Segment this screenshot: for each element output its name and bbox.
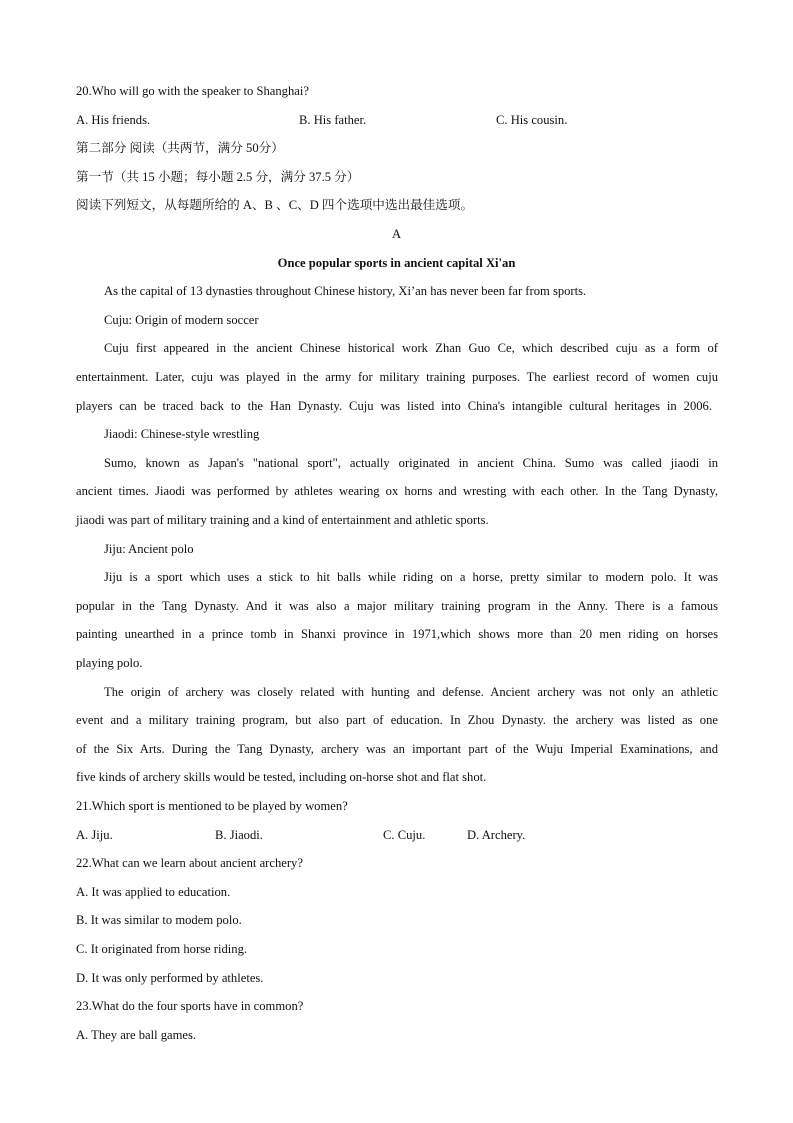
section-one-heading: 第一节（共 15 小题；每小题 2.5 分，满分 37.5 分） xyxy=(76,170,360,184)
archery-paragraph-line: five kinds of archery skills would be tested, including on-horse shot and flat shot. xyxy=(76,770,487,784)
jiju-paragraph-line: painting unearthed in a prince tomb in Shanxi province in 1971,which shows more than 20 men riding on horses xyxy=(76,627,718,641)
cuju-paragraph-line: players can be traced back to the Han Dynasty. Cuju was listed into China's intangible cultural heritages in 2006. xyxy=(76,399,712,413)
passage-label: A xyxy=(391,227,402,241)
jiju-paragraph-line: popular in the Tang Dynasty. And it was also a major military training program in the Anny. There is a famous xyxy=(76,599,718,613)
cuju-paragraph-line: entertainment. Later, cuju was played in the army for military training purposes. The earliest record of women cuju xyxy=(76,370,718,384)
cuju-paragraph-line: Cuju first appeared in the ancient Chinese historical work Zhan Guo Ce, which described cuju as a form of xyxy=(104,341,718,355)
jiaodi-heading: Jiaodi: Chinese-style wrestling xyxy=(104,427,260,441)
q22-option-c: C. It originated from horse riding. xyxy=(76,942,248,956)
q21-option-c: C. Cuju. xyxy=(383,828,426,842)
jiaodi-paragraph-line: Sumo, known as Japan's "national sport", actually originated in ancient China. Sumo was called jiaodi in xyxy=(104,456,718,470)
q22-option-a: A. It was applied to education. xyxy=(76,885,231,899)
question-21-stem: 21.Which sport is mentioned to be played by women? xyxy=(76,799,348,813)
jiju-heading: Jiju: Ancient polo xyxy=(104,542,194,556)
q22-option-d: D. It was only performed by athletes. xyxy=(76,971,264,985)
q23-option-a: A. They are ball games. xyxy=(76,1028,197,1042)
question-22-stem: 22.What can we learn about ancient archery? xyxy=(76,856,303,870)
passage-intro: As the capital of 13 dynasties throughout Chinese history, Xi’an has never been far from sports. xyxy=(104,284,587,298)
q21-option-a: A. Jiju. xyxy=(76,828,113,842)
jiju-paragraph-line: Jiju is a sport which uses a stick to hit balls while riding on a horse, pretty similar to modern polo. It was xyxy=(104,570,718,584)
q20-option-c: C. His cousin. xyxy=(496,113,568,127)
question-23-stem: 23.What do the four sports have in common? xyxy=(76,999,304,1013)
q22-option-b: B. It was similar to modem polo. xyxy=(76,913,242,927)
archery-paragraph-line: of the Six Arts. During the Tang Dynasty, archery was an important part of the Wuju Imperial Examinations, and xyxy=(76,742,718,756)
archery-paragraph-line: The origin of archery was closely related with hunting and defense. Ancient archery was not only an athletic xyxy=(104,685,718,699)
q21-option-d: D. Archery. xyxy=(467,828,526,842)
q21-option-b: B. Jiaodi. xyxy=(215,828,263,842)
q20-option-a: A. His friends. xyxy=(76,113,151,127)
jiaodi-paragraph-line: jiaodi was part of military training and a kind of entertainment and athletic sports. xyxy=(76,513,489,527)
reading-instruction: 阅读下列短文，从每题所给的 A、B 、C、D 四个选项中选出最佳选项。 xyxy=(76,198,474,212)
cuju-heading: Cuju: Origin of modern soccer xyxy=(104,313,259,327)
jiju-paragraph-line: playing polo. xyxy=(76,656,143,670)
q20-option-b: B. His father. xyxy=(299,113,367,127)
passage-title: Once popular sports in ancient capital Xi'an xyxy=(277,256,516,270)
part-two-heading: 第二部分 阅读（共两节，满分 50分） xyxy=(76,141,284,155)
archery-paragraph-line: event and a military training program, but also part of education. In Zhou Dynasty. the archery was listed as one xyxy=(76,713,718,727)
jiaodi-paragraph-line: ancient times. Jiaodi was performed by athletes wearing ox horns and wresting with each other. In the Tang Dynasty, xyxy=(76,484,718,498)
question-20-stem: 20.Who will go with the speaker to Shanghai? xyxy=(76,84,309,98)
